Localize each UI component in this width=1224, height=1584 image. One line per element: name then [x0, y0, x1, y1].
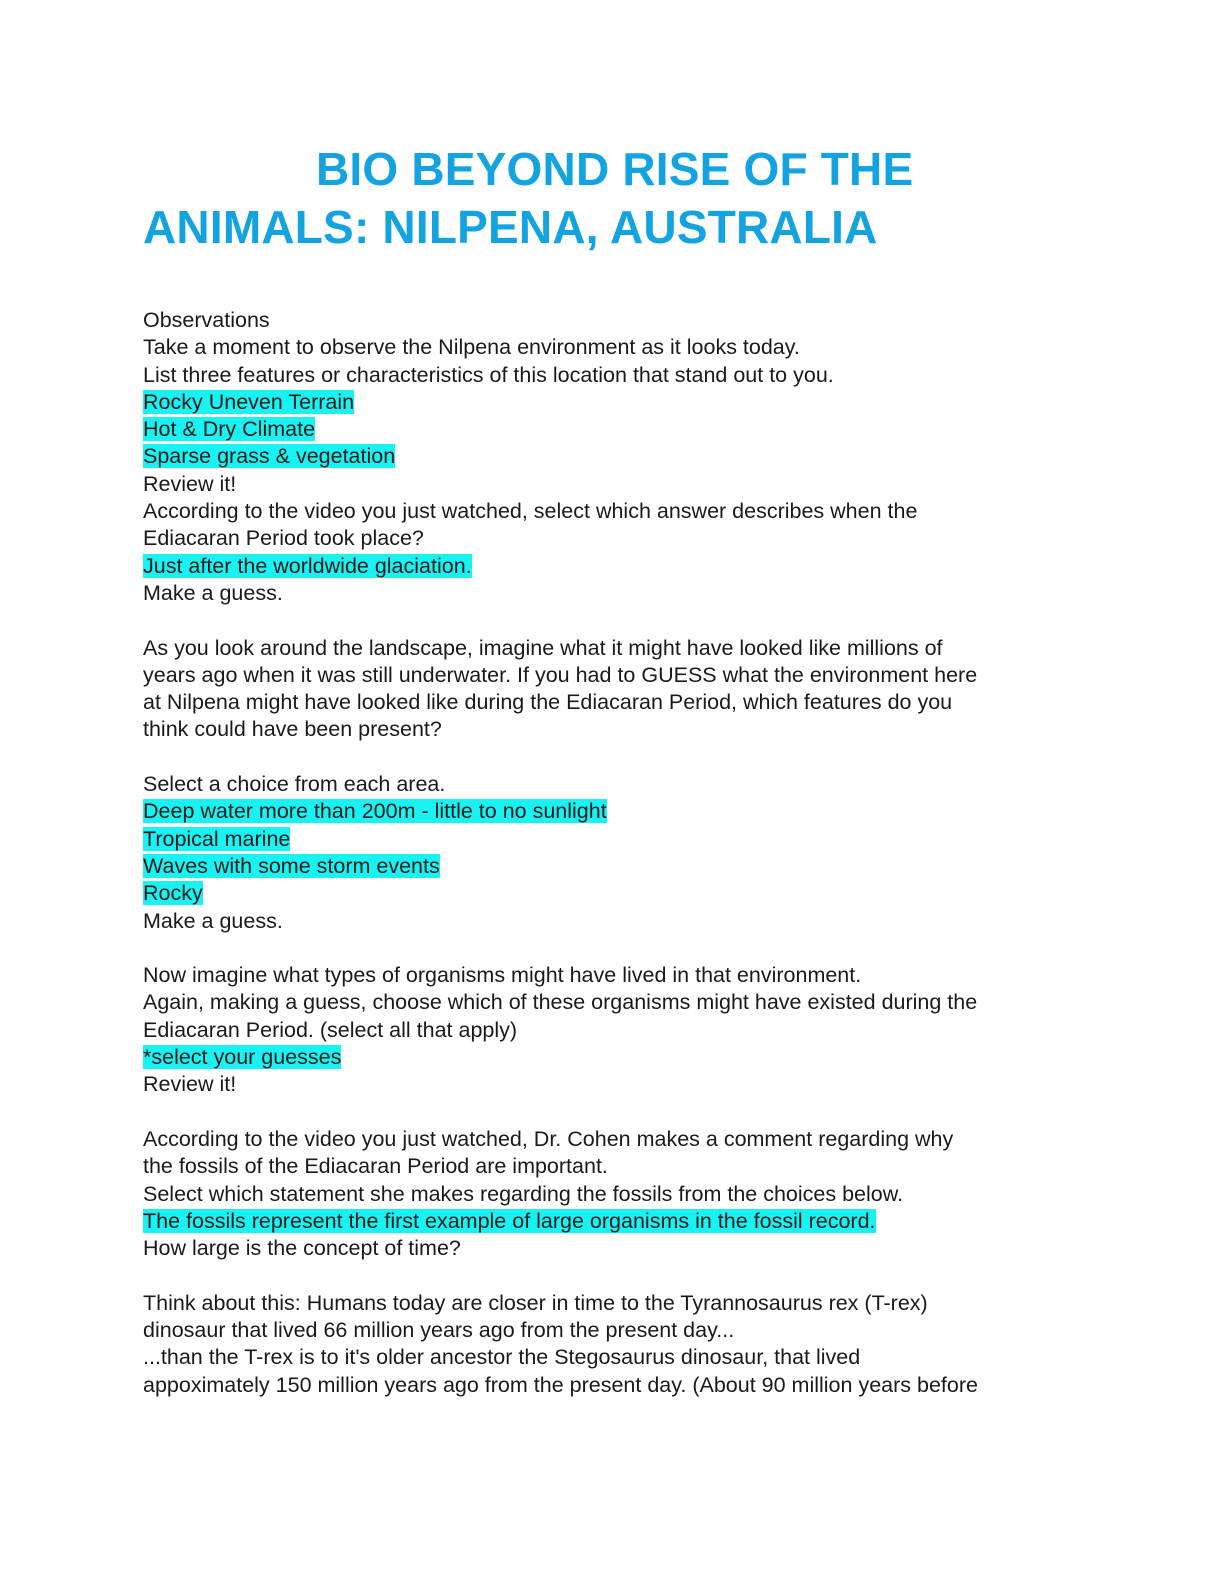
line-text: How large is the concept of time? [143, 1236, 461, 1261]
text-line [143, 1017, 1083, 1044]
line-text: Again, making a guess, choose which of these organisms might have existed during the [143, 990, 978, 1015]
line-text: Observations [143, 308, 270, 332]
text-line [143, 1153, 1083, 1180]
line-text: Ediacaran Period took place? [143, 526, 424, 551]
title-line-2: ANIMALS: NILPENA, AUSTRALIA [143, 201, 878, 253]
highlighted-answer-line [143, 443, 1083, 470]
line-text: Ediacaran Period. (select all that apply) [143, 1017, 518, 1042]
blank-line [143, 1262, 1083, 1289]
blank-line [143, 1099, 1083, 1126]
text-line [143, 471, 1083, 498]
text-line [143, 771, 1083, 798]
text-line [143, 1235, 1083, 1262]
highlighted-answer-line [143, 826, 1083, 853]
answer-text: Rocky Uneven Terrain [143, 389, 355, 414]
answer-text: Just after the worldwide glaciation. [143, 553, 472, 578]
highlighted-answer-line [143, 798, 1083, 825]
line-text: Think about this: Humans today are closer in time to the Tyrannosaurus rex (T-rex) [143, 1290, 928, 1315]
highlighted-answer-line [143, 853, 1083, 880]
document-title [143, 140, 1103, 256]
line-text: think could have been present? [143, 717, 442, 742]
line-text: Now imagine what types of organisms might have lived in that environment. [143, 963, 862, 988]
highlighted-answer-line [143, 880, 1083, 907]
line-text: Review it! [143, 471, 237, 496]
answer-text: Deep water more than 200m - little to no sunlight [143, 799, 607, 824]
text-line [143, 498, 1083, 525]
text-line [143, 307, 1083, 334]
line-text: Select a choice from each area. [143, 772, 446, 797]
highlighted-answer-line [143, 1044, 1083, 1071]
answer-text: Rocky [143, 881, 203, 906]
line-text: ...than the T-rex is to it's older ancestor the Stegosaurus dinosaur, that lived [143, 1345, 861, 1370]
line-text: Make a guess. [143, 908, 283, 933]
line-text: the fossils of the Ediacaran Period are important. [143, 1154, 608, 1179]
blank-line [143, 607, 1083, 634]
text-line [143, 1181, 1083, 1208]
highlighted-answer-line [143, 416, 1083, 443]
text-line [143, 1344, 1083, 1371]
title-line-1: BIO BEYOND RISE OF THE [316, 143, 914, 195]
line-text: According to the video you just watched, Dr. Cohen makes a comment regarding why [143, 1126, 954, 1151]
text-line [143, 1290, 1083, 1317]
text-line [143, 580, 1083, 607]
line-text: at Nilpena might have looked like during the Ediacaran Period, which features do you [143, 690, 953, 715]
highlighted-answer-line [143, 553, 1083, 580]
text-line [143, 689, 1083, 716]
text-line [143, 334, 1083, 361]
text-line [143, 908, 1083, 935]
answer-text: *select your guesses [143, 1045, 342, 1070]
text-line [143, 1071, 1083, 1098]
text-line [143, 716, 1083, 743]
text-line [143, 1126, 1083, 1153]
text-line [143, 1317, 1083, 1344]
text-line [143, 635, 1083, 662]
highlighted-answer-line [143, 389, 1083, 416]
text-line [143, 1372, 1083, 1399]
line-text: According to the video you just watched, select which answer describes when the [143, 499, 918, 524]
answer-text: Hot & Dry Climate [143, 417, 316, 442]
line-text: Take a moment to observe the Nilpena environment as it looks today. [143, 335, 800, 360]
line-text: years ago when it was still underwater. If you had to GUESS what the environment here [143, 662, 978, 687]
line-text: appoximately 150 million years ago from the present day. (About 90 million years before [143, 1372, 978, 1397]
text-line [143, 362, 1083, 389]
text-line [143, 525, 1083, 552]
document-body [143, 307, 1083, 1399]
blank-line [143, 935, 1083, 962]
line-text: Make a guess. [143, 580, 283, 605]
text-line [143, 989, 1083, 1016]
answer-text: The fossils represent the first example of large organisms in the fossil record. [143, 1208, 876, 1233]
line-text: dinosaur that lived 66 million years ago from the present day... [143, 1317, 735, 1342]
line-text: List three features or characteristics of this location that stand out to you. [143, 362, 834, 387]
answer-text: Sparse grass & vegetation [143, 444, 396, 469]
line-text: Review it! [143, 1072, 237, 1097]
answer-text: Tropical marine [143, 826, 291, 851]
text-line [143, 962, 1083, 989]
answer-text: Waves with some storm events [143, 853, 440, 878]
line-text: As you look around the landscape, imagine what it might have looked like millions of [143, 635, 943, 660]
text-line [143, 662, 1083, 689]
highlighted-answer-line [143, 1208, 1083, 1235]
line-text: Select which statement she makes regarding the fossils from the choices below. [143, 1181, 904, 1206]
blank-line [143, 744, 1083, 771]
